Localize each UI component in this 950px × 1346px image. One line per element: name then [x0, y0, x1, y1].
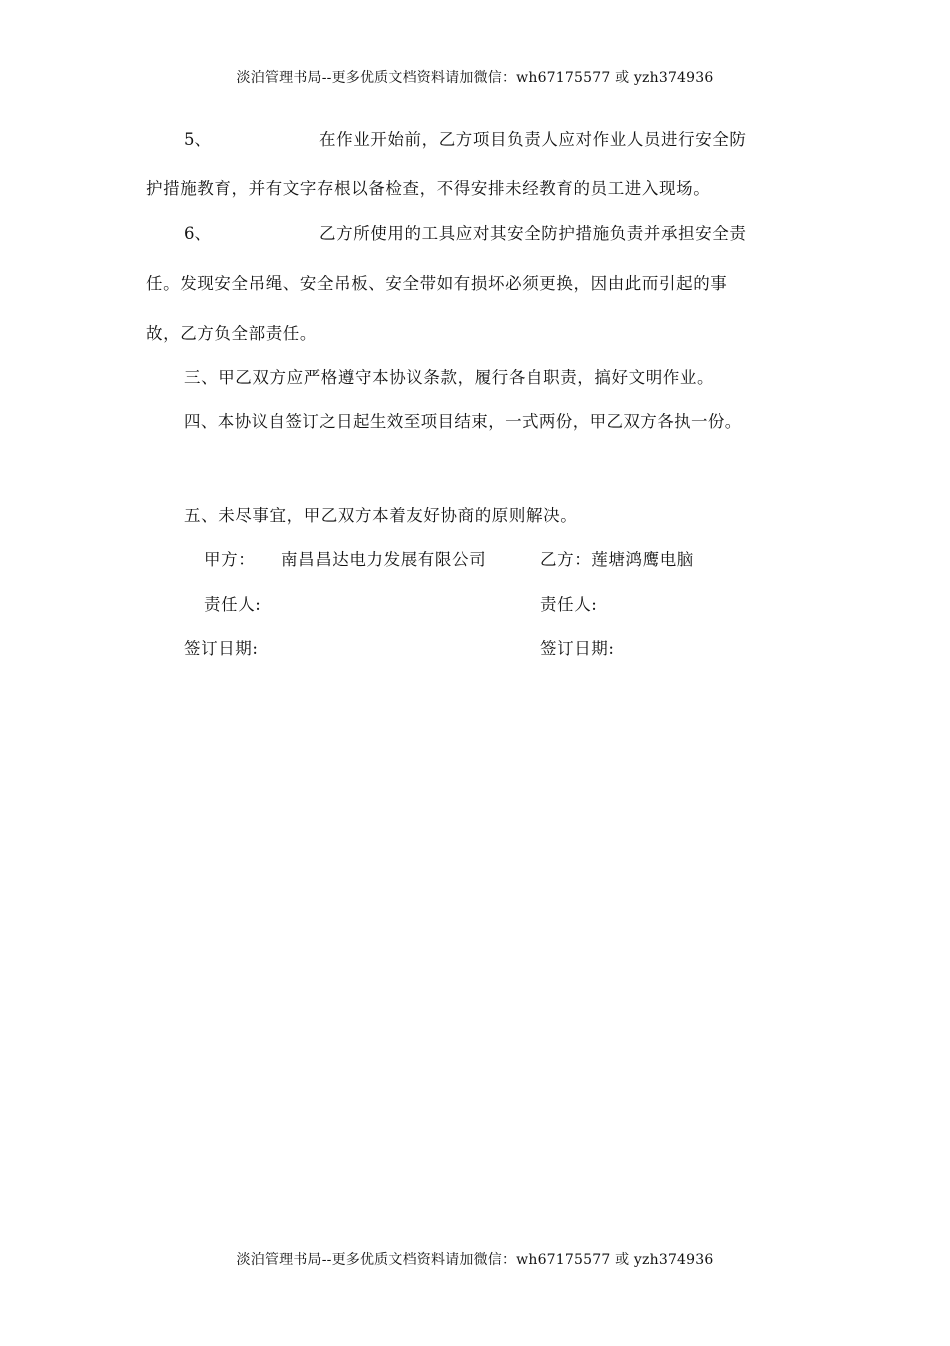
item-6-number: 6、 [184, 224, 211, 243]
item-5-line-2: 护措施教育，并有文字存根以备检查，不得安排未经教育的员工进入现场。 [146, 179, 711, 198]
clause-four: 四、本协议自签订之日起生效至项目结束，一式两份，甲乙双方各执一份。 [184, 412, 742, 431]
item-6-line-1: 乙方所使用的工具应对其安全防护措施负责并承担安全责 [319, 224, 747, 243]
item-6-line-2: 任。发现安全吊绳、安全吊板、安全带如有损坏必须更换，因由此而引起的事 [146, 274, 728, 293]
clause-five: 五、未尽事宜，甲乙双方本着友好协商的原则解决。 [184, 506, 578, 525]
sign-date-a: 签订日期: [184, 639, 259, 658]
party-b: 乙方：莲塘鸿鹰电脑 [540, 550, 694, 569]
item-5-line-1: 在作业开始前，乙方项目负责人应对作业人员进行安全防 [319, 130, 747, 149]
item-5-number: 5、 [184, 130, 211, 149]
sign-date-b: 签订日期: [540, 639, 615, 658]
page-footer: 淡泊管理书局--更多优质文档资料请加微信：wh67175577 或 yzh374936 [236, 1252, 714, 1268]
party-a-label: 甲方： [204, 550, 256, 569]
item-6-line-3: 故，乙方负全部责任。 [146, 324, 317, 343]
responsible-b: 责任人: [540, 595, 598, 614]
clause-three: 三、甲乙双方应严格遵守本协议条款，履行各自职责，搞好文明作业。 [184, 368, 715, 387]
party-a-name: 南昌昌达电力发展有限公司 [281, 550, 487, 569]
page-header: 淡泊管理书局--更多优质文档资料请加微信：wh67175577 或 yzh374936 [236, 70, 714, 86]
responsible-a: 责任人: [204, 595, 262, 614]
